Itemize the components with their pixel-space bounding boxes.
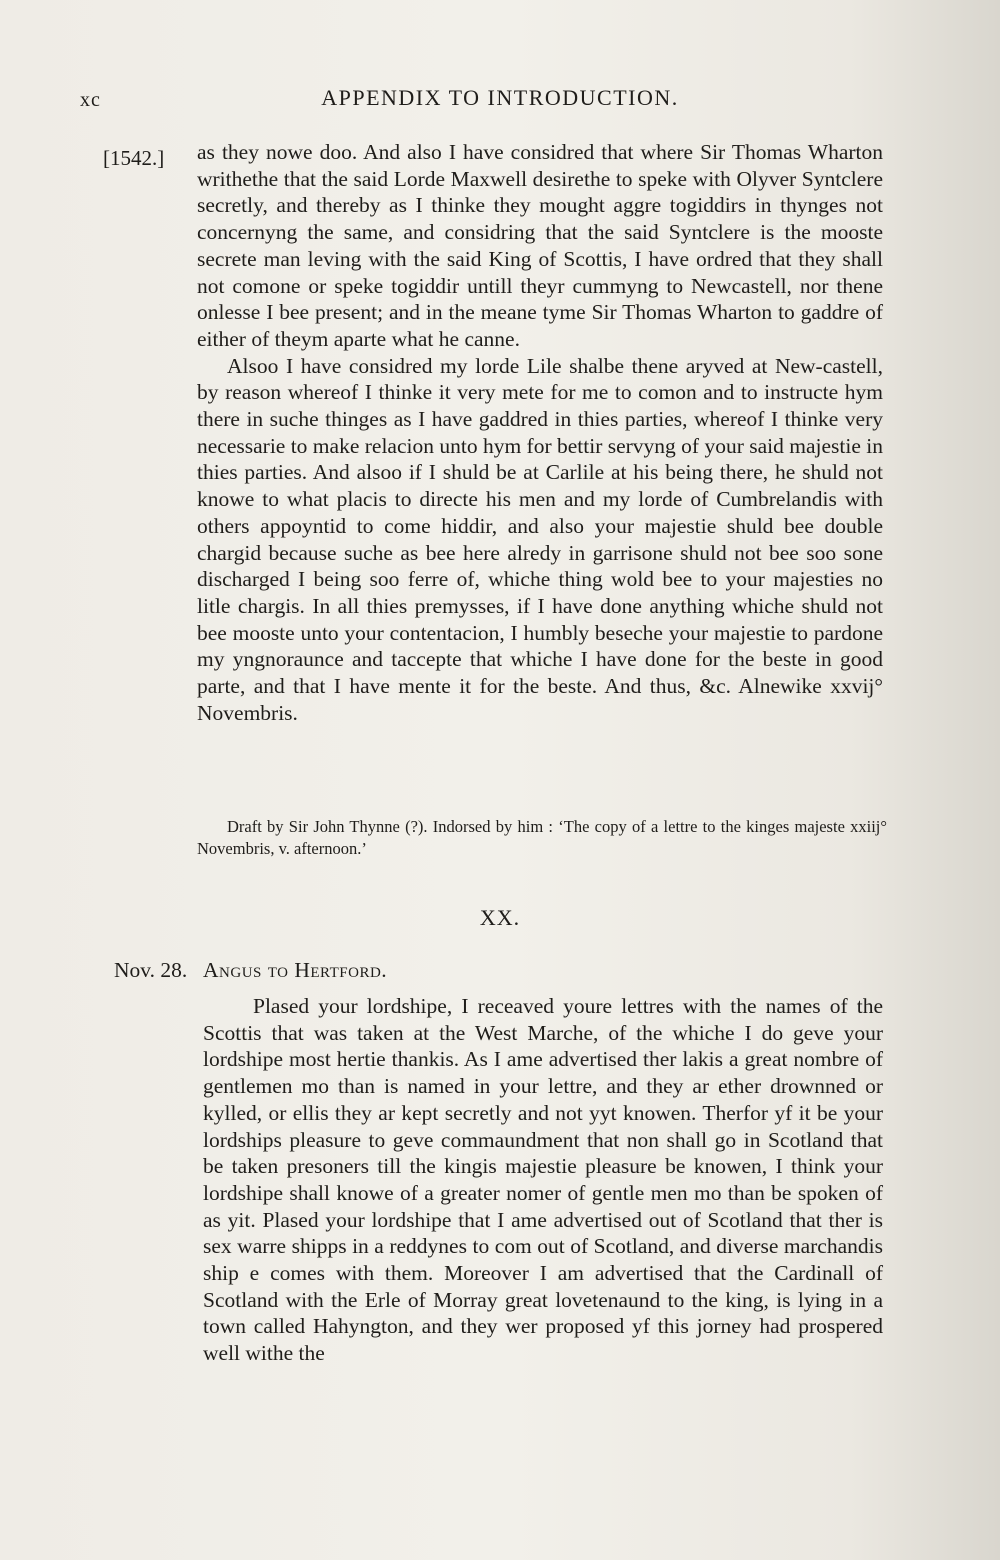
document-19-body — [197, 139, 883, 726]
draft-note: Draft by Sir John Thynne (?). Indorsed by him : ‘The copy of a lettre to the kinges majeste xxiij° Novembris, v. afternoon.’ — [197, 817, 887, 858]
document-number: XX. — [479, 905, 521, 930]
margin-year: [1542.] — [103, 146, 165, 170]
document-date: Nov. 28. — [114, 958, 188, 982]
document-heading: Angus to Hertford. — [203, 958, 388, 982]
document-19-paragraph-2: Alsoo I have considred my lorde Lile shalbe thene aryved at New-castell, by reason whereof I thinke it very mete for me to comon and to instructe hym there in suche thinges as I have gaddred in thies parties, whereof I thinke very necessarie to make relacion unto hym for bettir servyng of your said majestie in thies parties. And alsoo if I shuld be at Carlile at his being there, he shuld not knowe to what placis to directe his men and my lorde of Cumbrelandis with others appoyntid to come hiddir, and also your majestie shuld bee double chargid because suche as bee here alredy in garrisone shuld not bee soo sone discharged I being soo ferre of, whiche thing wold bee to your majesties no litle chargis. In all thies premysses, if I have done anything whiche shuld not bee mooste unto your contentacion, I humbly beseche your majestie to pardone my yngnoraunce and taccepte that whiche I have done for the beste in good parte, and that I have mente it for the beste. And thus, &c. Alnewike xxvij° Novembris. — [197, 353, 883, 725]
document-19-paragraph-1: as they nowe doo. And also I have considred that where Sir Thomas Wharton writhethe that the said Lorde Maxwell desirethe to speke with Olyver Syntclere secretly, and thereby as I thinke they mought aggre togiddirs in thynges not concernyng the same, and considring that the said Syntclere is the mooste secrete man leving with the said King of Scottis, I have ordred that they shall not comone or speke togiddir untill theyr cummyng to Newcastell, nor thene onlesse I bee present; and in the meane tyme Sir Thomas Wharton to gaddre of either of theym aparte what he canne. — [197, 140, 883, 351]
document-20-body — [203, 993, 883, 1367]
running-title: APPENDIX TO INTRODUCTION. — [321, 85, 679, 110]
folio-number: xc — [80, 89, 101, 111]
page-header — [80, 85, 920, 117]
document-20-paragraph: Plased your lordshipe, I receaved youre lettres with the names of the Scottis that was taken at the West Marche, of the whiche I do geve your lordshipe most hertie thankis. As I ame advertised ther lakis a great nombre of gentlemen mo than is named in your lettre, and they ar ether drownned or kylled, or ellis they ar kept secretly and not yyt knowen. Therfor yf it be your lordships pleasure to geve commaundment that non shall go in Scotland that be taken presoners till the kingis majestie pleasure be knowen, I think your lordshipe shall knowe of a greater nomer of gentle men mo than be spoken of as yit. Plased your lordshipe that I ame advertised out of Scotland that ther is sex warre shipps in a reddynes to com out of Scotland, and diverse marchandis ship e comes with them. Moreover I am advertised that the Cardinall of Scotland with the Erle of Morray great lovetenaund to the king, is lying in a town called Hahyngton, and they wer proposed yf this jorney had prospered well withe the — [203, 994, 883, 1366]
